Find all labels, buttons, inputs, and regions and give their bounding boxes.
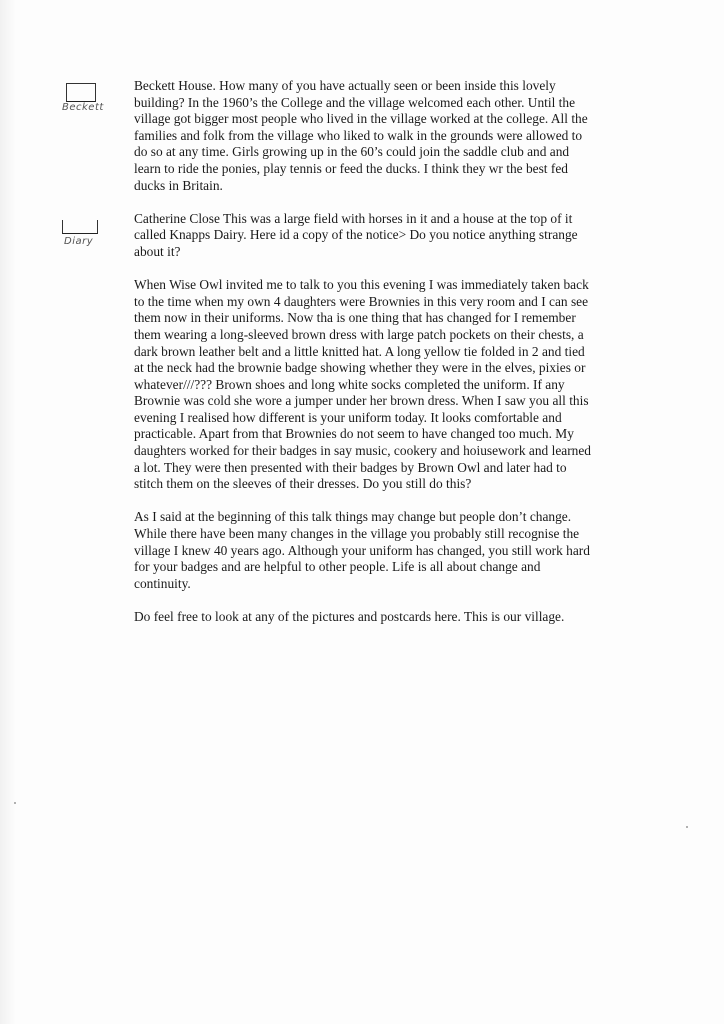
paragraph-beckett-house: Beckett House. How many of you have actually seen or been inside this lovely building? In the 1960’s the College and the village welcomed each other. Until the village got bigger most people who lived in the village worked at the college. All the families and folk from the village who liked to walk in the grounds were allowed to do so at any time. Girls growing up in the 60’s could join the saddle club and and learn to ride the ponies, play tennis or feed the ducks. I think they wr the best fed ducks in Britain. — [134, 78, 588, 193]
scan-edge-shadow — [0, 0, 16, 1024]
paragraph-closing: Do feel free to look at any of the pictures and postcards here. This is our village. — [134, 609, 565, 624]
letter-body — [134, 78, 644, 642]
beckett-margin-note: Beckett — [62, 102, 104, 113]
beckett-checkbox — [66, 83, 96, 102]
scan-speck — [14, 802, 16, 804]
paragraph-catherine-close: Catherine Close This was a large field with horses in it and a house at the top of it called Knapps Dairy. Here id a copy of the notice> Do you notice anything strange about it? — [134, 210, 578, 259]
scan-speck — [686, 826, 688, 828]
paragraph-brownies-uniform: When Wise Owl invited me to talk to you this evening I was immediately taken back to the time when my own 4 daughters were Brownies in this very room and I can see them now in their uniforms. Now tha is one thing that has changed for I remember them wearing a long-sleeved brown dress with large patch pockets on their chests, a dark brown leather belt and a little knitted hat. A long yellow tie folded in 2 and tied at the neck had the brownie badge showing whether they were in the elves, pixies or whatever///??? Brown shoes and long white socks completed the uniform. If any Brownie was cold she wore a jumper under her brown dress. When I saw you all this evening I realised how different is your uniform today. It looks comfortable and practicable. Apart from that Brownies do not seem to have changed too much. My daughters worked for their badges in say music, cookery and hoiusework and learned a lot. They were then presented with their badges by Brown Owl and later had to stitch them on the sleeves of their dresses. Do you still do this? — [134, 277, 592, 492]
diary-margin-note: Diary — [64, 236, 94, 247]
paragraph-change-continuity: As I said at the beginning of this talk things may change but people don’t change. While there have been many changes in the village you probably still recognise the village I knew 40 years ago. Although your uniform has changed, you still work hard for your badges and are helpful to other people. Life is all about change and continuity. — [134, 509, 590, 591]
diary-checkbox — [62, 220, 98, 234]
